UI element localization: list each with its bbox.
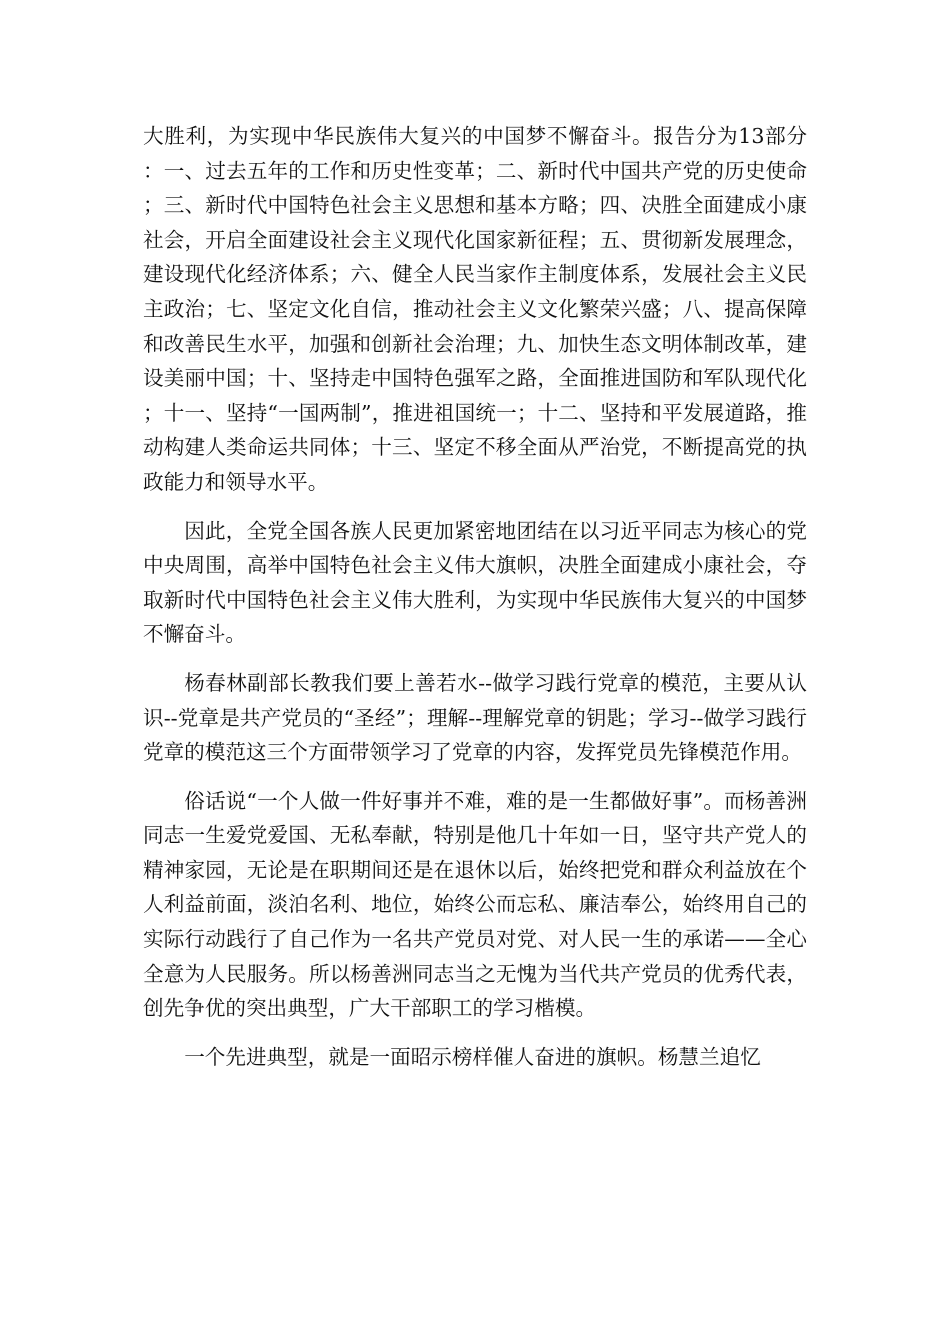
paragraph-yang-chunlin: 杨春林副部长教我们要上善若水--做学习践行党章的模范，主要从认识--党章是共产党员的“圣经”；理解--理解党章的钥匙；学习--做学习践行党章的模范这三个方面带领学习了党章的内容，发挥党员先锋模范作用。	[143, 670, 807, 765]
document-body	[143, 119, 807, 1088]
paragraph-advanced-model: 一个先进典型，就是一面昭示榜样催人奋进的旗帜。杨慧兰追忆	[184, 1044, 761, 1069]
paragraph-unite-party: 因此，全党全国各族人民更加紧密地团结在以习近平同志为核心的党中央周围，高举中国特色社会主义伟大旗帜，决胜全面建成小康社会，夺取新时代中国特色社会主义伟大胜利，为实现中华民族伟大复兴的中国梦不懈奋斗。	[143, 518, 807, 647]
paragraph-yang-shanzhou: 俗话说“一个人做一件好事并不难，难的是一生都做好事”。而杨善洲同志一生爱党爱国、无私奉献，特别是他几十年如一日，坚守共产党人的精神家园，无论是在职期间还是在退休以后，始终把党和群众利益放在个人利益前面，淡泊名利、地位，始终公而忘私、廉洁奉公，始终用自己的实际行动践行了自己作为一名共产党员对党、对人民一生的承诺——全心全意为人民服务。所以杨善洲同志当之无愧为当代共产党员的优秀代表，创先争优的突出典型，广大干部职工的学习楷模。	[143, 788, 807, 1021]
paragraph-report-sections: 大胜利，为实现中华民族伟大复兴的中国梦不懈奋斗。报告分为13部分：一、过去五年的工作和历史性变革；二、新时代中国共产党的历史使命；三、新时代中国特色社会主义思想和基本方略；四、决胜全面建成小康社会，开启全面建设社会主义现代化国家新征程；五、贯彻新发展理念，建设现代化经济体系；六、健全人民当家作主制度体系，发展社会主义民主政治；七、坚定文化自信，推动社会主义文化繁荣兴盛；八、提高保障和改善民生水平，加强和创新社会治理；九、加快生态文明体制改革，建设美丽中国；十、坚持走中国特色强军之路，全面推进国防和军队现代化；十一、坚持“一国两制”，推进祖国统一；十二、坚持和平发展道路，推动构建人类命运共同体；十三、坚定不移全面从严治党，不断提高党的执政能力和领导水平。	[143, 124, 807, 494]
